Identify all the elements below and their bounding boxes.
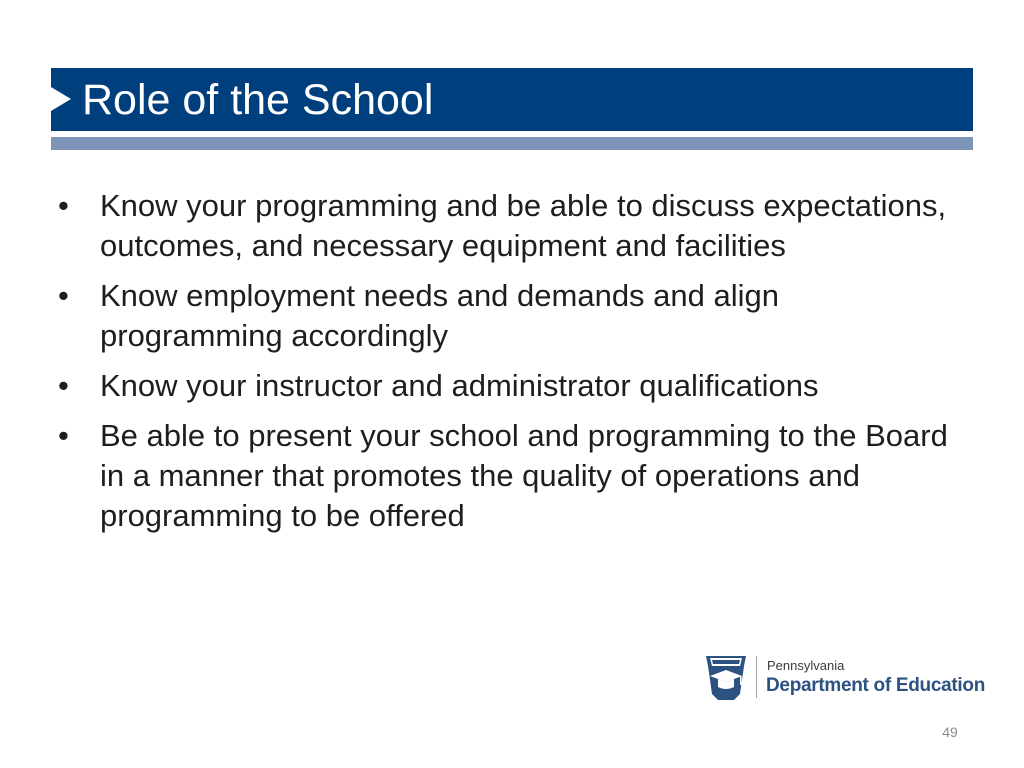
bullet-text: Know employment needs and demands and align programming accordingly: [100, 278, 780, 353]
page-number: 49: [942, 724, 958, 740]
slide-title: Role of the School: [82, 76, 434, 124]
bullet-item: [52, 186, 957, 266]
bullet-text: Know your instructor and administrator qualifications: [100, 368, 819, 403]
bullet-dot-icon: •: [58, 368, 69, 403]
bullet-dot-icon: •: [58, 278, 69, 313]
logo-department-name: Department of Education: [766, 675, 986, 696]
bullet-text: Know your programming and be able to discuss expectations, outcomes, and necessary equipment and facilities: [100, 188, 947, 263]
logo-divider: [756, 656, 757, 698]
bullet-list: [52, 186, 957, 546]
bullet-item: [52, 276, 957, 356]
bullet-item: [52, 416, 957, 536]
bullet-dot-icon: •: [58, 418, 69, 453]
logo-state-name: Pennsylvania: [767, 658, 845, 673]
keystone-mortarboard-icon: [704, 654, 748, 700]
title-arrow-icon: [51, 87, 71, 111]
pde-logo: [704, 654, 986, 700]
accent-strip: [51, 137, 973, 150]
bullet-item: [52, 366, 957, 406]
bullet-dot-icon: •: [58, 188, 69, 223]
bullet-text: Be able to present your school and programming to the Board in a manner that promotes the quality of operations and programming to be offered: [100, 418, 948, 533]
